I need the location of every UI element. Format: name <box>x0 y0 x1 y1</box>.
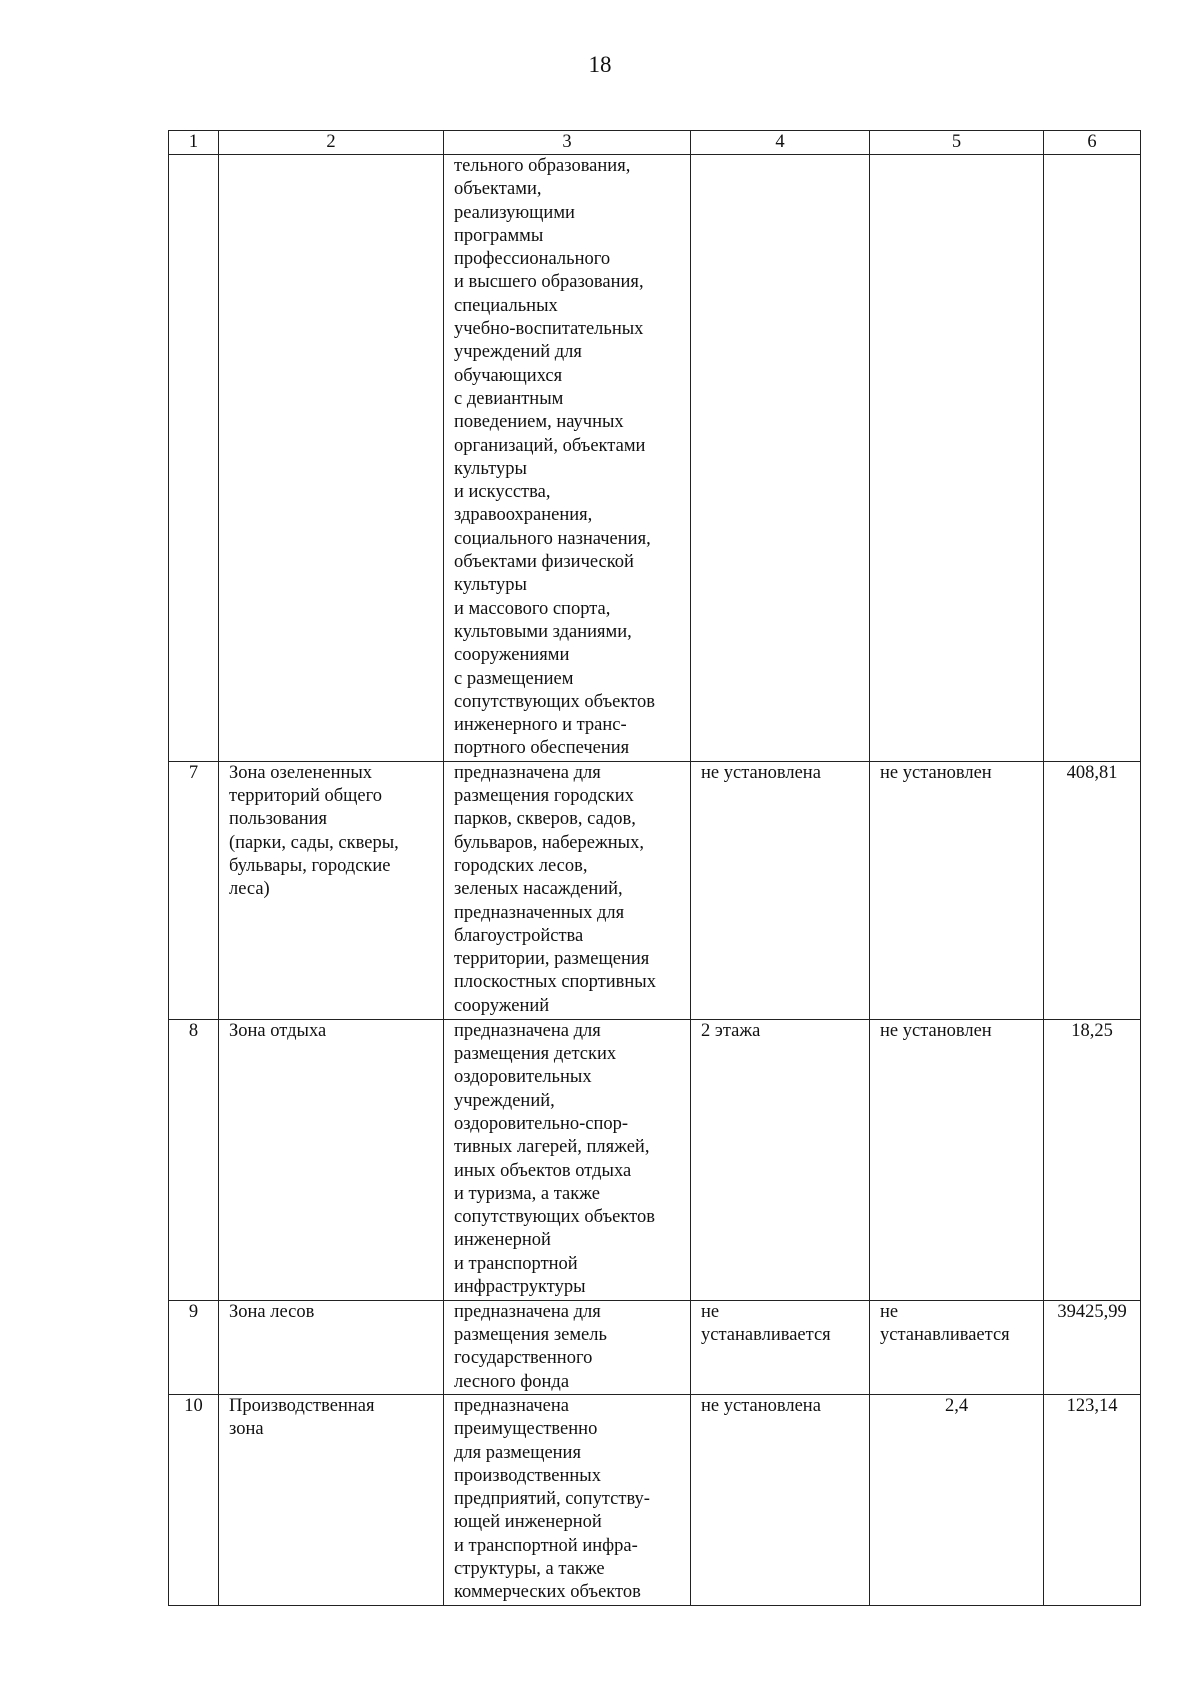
cell-line: (парки, сады, скверы, <box>229 832 399 853</box>
cell-line: размещения детских <box>454 1044 617 1065</box>
cell-line: программы <box>454 225 544 246</box>
density-cell <box>870 1394 1044 1605</box>
cell-line: культовыми зданиями, <box>454 621 632 642</box>
row-number-cell: 10 <box>169 1394 219 1605</box>
cell-line: пользования <box>229 809 328 830</box>
cell-line: лесного фонда <box>454 1371 570 1392</box>
cell-line: оздоровительных <box>454 1067 592 1088</box>
column-header: 2 <box>219 131 444 155</box>
cell-line: учреждений для <box>454 342 582 363</box>
cell-line: предназначена <box>454 1395 569 1416</box>
cell-line: инженерного и транс- <box>454 715 627 736</box>
cell-line: 2 этажа <box>701 1020 761 1041</box>
cell-line: инфраструктуры <box>454 1276 586 1297</box>
table-row <box>169 761 1141 1019</box>
cell-line: плоскостных спортивных <box>454 972 656 993</box>
cell-line: территории, размещения <box>454 949 650 970</box>
zone-purpose-cell <box>444 1019 691 1300</box>
table-row <box>169 1394 1141 1605</box>
cell-line: ющей инженерной <box>454 1512 602 1533</box>
max-floors-cell <box>691 1300 870 1394</box>
cell-line: размещения земель <box>454 1325 607 1346</box>
cell-line: сопутствующих объектов <box>454 691 655 712</box>
cell-line: иных объектов отдыха <box>454 1160 632 1181</box>
cell-line: предназначенных для <box>454 902 625 923</box>
column-header: 1 <box>169 131 219 155</box>
density-cell <box>870 1300 1044 1394</box>
cell-line: сооружений <box>454 995 550 1016</box>
cell-line: преимущественно <box>454 1419 598 1440</box>
cell-line: не <box>880 1301 899 1322</box>
zone-purpose-cell <box>444 761 691 1019</box>
cell-line: и искусства, <box>454 482 551 503</box>
cell-line: 2,4 <box>944 1395 969 1416</box>
row-number-cell: 8 <box>169 1019 219 1300</box>
cell-line: зона <box>229 1419 264 1440</box>
cell-line: леса) <box>229 879 270 900</box>
cell-line: предназначена для <box>454 1301 601 1322</box>
cell-line: не <box>701 1301 720 1322</box>
cell-line: производственных <box>454 1465 601 1486</box>
table-row <box>169 1019 1141 1300</box>
zone-name-cell <box>219 761 444 1019</box>
cell-line: с девиантным <box>454 388 564 409</box>
cell-line: предназначена для <box>454 762 601 783</box>
max-floors-cell <box>691 761 870 1019</box>
cell-line: бульвары, городские <box>229 855 391 876</box>
cell-line: коммерческих объектов <box>454 1582 641 1603</box>
cell-line: для размещения <box>454 1442 581 1463</box>
cell-line: Производственная <box>229 1395 375 1416</box>
page-number: 18 <box>588 52 612 77</box>
cell-line: предназначена для <box>454 1020 601 1041</box>
area-cell <box>1044 155 1141 762</box>
cell-line: не установлен <box>880 1020 992 1041</box>
cell-line: объектами физической <box>454 552 634 573</box>
cell-line: зеленых насаждений, <box>454 879 623 900</box>
cell-line: специальных <box>454 295 558 316</box>
density-cell <box>870 761 1044 1019</box>
cell-line: реализующими <box>454 202 575 223</box>
column-header: 5 <box>870 131 1044 155</box>
cell-line: с размещением <box>454 668 574 689</box>
cell-line: организаций, объектами <box>454 435 646 456</box>
table-row <box>169 155 1141 762</box>
cell-line: бульваров, набережных, <box>454 832 644 853</box>
area-cell: 18,25 <box>1044 1019 1141 1300</box>
column-header: 3 <box>444 131 691 155</box>
cell-line: Зона озелененных <box>229 762 373 783</box>
area-cell: 408,81 <box>1044 761 1141 1019</box>
row-number-cell: 9 <box>169 1300 219 1394</box>
zone-purpose-cell <box>444 1300 691 1394</box>
density-cell <box>870 155 1044 762</box>
cell-line: не установлена <box>701 762 821 783</box>
table-row <box>169 1300 1141 1394</box>
zone-purpose-cell <box>444 1394 691 1605</box>
cell-line: благоустройства <box>454 925 584 946</box>
zone-name-cell <box>219 1019 444 1300</box>
cell-line: сооружениями <box>454 645 570 666</box>
cell-line: территорий общего <box>229 786 382 807</box>
max-floors-cell <box>691 1019 870 1300</box>
cell-line: культуры <box>454 458 527 479</box>
row-number-cell: 7 <box>169 761 219 1019</box>
zone-name-cell <box>219 1300 444 1394</box>
cell-line: парков, скверов, садов, <box>454 809 636 830</box>
cell-line: устанавливается <box>701 1325 831 1346</box>
cell-line: учебно-воспитательных <box>454 319 644 340</box>
zone-purpose-cell <box>444 155 691 762</box>
cell-line: сопутствующих объектов <box>454 1207 655 1228</box>
cell-line: Зона лесов <box>229 1301 315 1322</box>
cell-line: инженерной <box>454 1230 551 1251</box>
cell-line: и транспортной <box>454 1253 578 1274</box>
cell-line: профессионального <box>454 249 611 270</box>
cell-line: учреждений, <box>454 1090 555 1111</box>
column-header: 4 <box>691 131 870 155</box>
cell-line: оздоровительно-спор- <box>454 1113 629 1134</box>
max-floors-cell <box>691 1394 870 1605</box>
cell-line: и массового спорта, <box>454 598 611 619</box>
row-number-cell <box>169 155 219 762</box>
cell-line: структуры, а также <box>454 1558 605 1579</box>
cell-line: обучающихся <box>454 365 563 386</box>
zone-name-cell <box>219 1394 444 1605</box>
area-cell: 123,14 <box>1044 1394 1141 1605</box>
cell-line: тивных лагерей, пляжей, <box>454 1137 650 1158</box>
cell-line: здравоохранения, <box>454 505 593 526</box>
cell-line: поведением, научных <box>454 412 624 433</box>
zone-name-cell <box>219 155 444 762</box>
cell-line: и высшего образования, <box>454 272 644 293</box>
max-floors-cell <box>691 155 870 762</box>
cell-line: социального назначения, <box>454 528 651 549</box>
cell-line: и туризма, а также <box>454 1183 600 1204</box>
cell-line: не установлена <box>701 1395 821 1416</box>
cell-line: размещения городских <box>454 786 634 807</box>
cell-line: тельного образования, <box>454 156 631 176</box>
cell-line: объектами, <box>454 179 542 200</box>
cell-line: культуры <box>454 575 527 596</box>
table-header-row <box>169 131 1141 155</box>
area-cell: 39425,99 <box>1044 1300 1141 1394</box>
zones-table <box>168 130 1141 1606</box>
cell-line: не установлен <box>880 762 992 783</box>
cell-line: государственного <box>454 1348 593 1369</box>
cell-line: устанавливается <box>880 1325 1010 1346</box>
cell-line: городских лесов, <box>454 855 588 876</box>
cell-line: и транспортной инфра- <box>454 1535 638 1556</box>
cell-line: Зона отдыха <box>229 1020 327 1041</box>
cell-line: предприятий, сопутству- <box>454 1489 650 1510</box>
column-header: 6 <box>1044 131 1141 155</box>
density-cell <box>870 1019 1044 1300</box>
cell-line: портного обеспечения <box>454 738 630 759</box>
